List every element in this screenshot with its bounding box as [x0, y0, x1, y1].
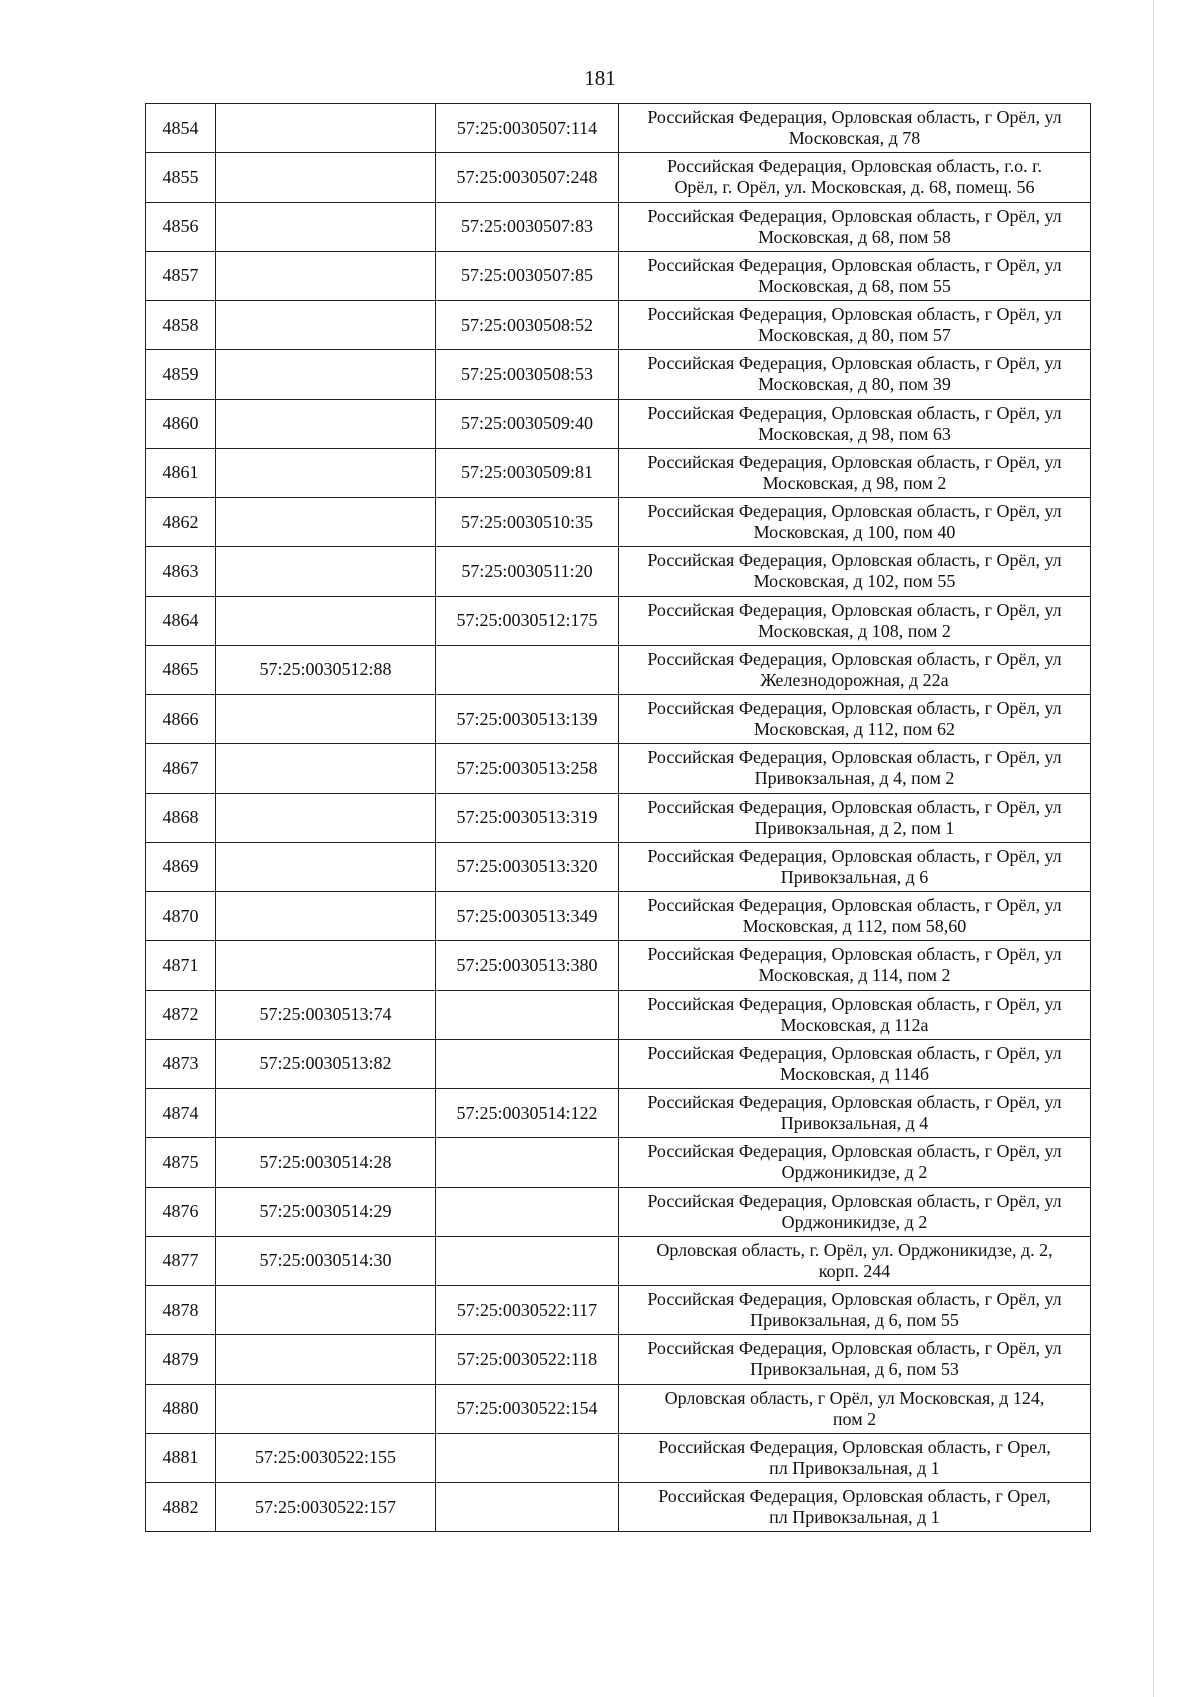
row-number-cell: 4868 [146, 793, 216, 842]
address-cell [619, 251, 1091, 300]
address-line-2: Московская, д 68, пом 58 [758, 226, 951, 247]
page-number: 181 [584, 66, 616, 90]
land-cadastral-cell [216, 301, 436, 350]
building-cadastral-cell: 57:25:0030513:319 [436, 793, 619, 842]
land-cadastral-cell [216, 1089, 436, 1138]
address-line-1: Российская Федерация, Орловская область, г Орёл, ул [647, 501, 1062, 522]
land-cadastral-cell [216, 498, 436, 547]
address-line-2: Привокзальная, д 4 [780, 1113, 929, 1134]
row-number-cell: 4854 [146, 104, 216, 153]
table-row [146, 1187, 1091, 1236]
row-number-cell: 4862 [146, 498, 216, 547]
row-number-cell: 4878 [146, 1286, 216, 1335]
table-row [146, 350, 1091, 399]
row-number-cell: 4858 [146, 301, 216, 350]
building-cadastral-cell: 57:25:0030512:175 [436, 596, 619, 645]
building-cadastral-cell: 57:25:0030513:139 [436, 695, 619, 744]
row-number-cell: 4869 [146, 842, 216, 891]
row-number-cell: 4876 [146, 1187, 216, 1236]
building-cadastral-cell: 57:25:0030508:52 [436, 301, 619, 350]
building-cadastral-cell: 57:25:0030509:40 [436, 399, 619, 448]
row-number-cell: 4872 [146, 990, 216, 1039]
address-line-1: Российская Федерация, Орловская область, г Орёл, ул [647, 845, 1062, 866]
address-line-2: пл Привокзальная, д 1 [769, 1457, 940, 1478]
row-number-cell: 4874 [146, 1089, 216, 1138]
address-line-2: Московская, д 112, пом 62 [753, 719, 956, 740]
address-line-1: Российская Федерация, Орловская область, г Орёл, ул [647, 895, 1062, 916]
building-cadastral-cell [436, 1187, 619, 1236]
table-row [146, 1138, 1091, 1187]
address-cell [619, 1335, 1091, 1384]
address-line-2: Московская, д 114б [779, 1063, 930, 1084]
address-cell [619, 1286, 1091, 1335]
address-cell [619, 941, 1091, 990]
row-number-cell: 4871 [146, 941, 216, 990]
address-line-2: Московская, д 78 [788, 128, 921, 149]
address-cell [619, 448, 1091, 497]
row-number-cell: 4863 [146, 547, 216, 596]
table-row [146, 251, 1091, 300]
building-cadastral-cell: 57:25:0030507:114 [436, 104, 619, 153]
registry-table [145, 103, 1091, 1532]
address-cell [619, 498, 1091, 547]
table-row [146, 990, 1091, 1039]
building-cadastral-cell: 57:25:0030509:81 [436, 448, 619, 497]
land-cadastral-cell: 57:25:0030522:155 [216, 1433, 436, 1482]
land-cadastral-cell [216, 892, 436, 941]
land-cadastral-cell [216, 547, 436, 596]
land-cadastral-cell [216, 153, 436, 202]
row-number-cell: 4870 [146, 892, 216, 941]
building-cadastral-cell: 57:25:0030507:248 [436, 153, 619, 202]
address-cell [619, 1089, 1091, 1138]
land-cadastral-cell [216, 1335, 436, 1384]
registry-table-body [146, 104, 1091, 1532]
building-cadastral-cell: 57:25:0030514:122 [436, 1089, 619, 1138]
table-row [146, 448, 1091, 497]
building-cadastral-cell: 57:25:0030513:320 [436, 842, 619, 891]
address-cell [619, 793, 1091, 842]
land-cadastral-cell: 57:25:0030522:157 [216, 1483, 436, 1532]
address-cell [619, 350, 1091, 399]
building-cadastral-cell: 57:25:0030508:53 [436, 350, 619, 399]
row-number-cell: 4860 [146, 399, 216, 448]
address-line-1: Российская Федерация, Орловская область, г Орёл, ул [647, 747, 1062, 768]
land-cadastral-cell: 57:25:0030513:74 [216, 990, 436, 1039]
table-row [146, 202, 1091, 251]
address-cell [619, 1138, 1091, 1187]
address-cell [619, 399, 1091, 448]
table-row [146, 1286, 1091, 1335]
table-row [146, 1039, 1091, 1088]
address-cell [619, 104, 1091, 153]
land-cadastral-cell [216, 1384, 436, 1433]
address-cell [619, 744, 1091, 793]
address-line-1: Российская Федерация, Орловская область, г Орёл, ул [647, 353, 1062, 374]
address-line-1: Российская Федерация, Орловская область, г Орёл, ул [647, 1338, 1062, 1359]
address-cell [619, 892, 1091, 941]
address-line-1: Российская Федерация, Орловская область, г Орел, [658, 1486, 1051, 1507]
address-line-2: Привокзальная, д 2, пом 1 [754, 817, 955, 838]
address-cell [619, 1187, 1091, 1236]
table-row [146, 695, 1091, 744]
address-line-1: Российская Федерация, Орловская область, г Орёл, ул [647, 698, 1062, 719]
address-line-2: Орджоникидзе, д 2 [781, 1211, 928, 1232]
table-row [146, 744, 1091, 793]
address-cell [619, 202, 1091, 251]
land-cadastral-cell [216, 1286, 436, 1335]
address-line-1: Российская Федерация, Орловская область, г Орёл, ул [647, 599, 1062, 620]
row-number-cell: 4856 [146, 202, 216, 251]
table-row [146, 892, 1091, 941]
address-line-2: Орёл, г. Орёл, ул. Московская, д. 68, помещ. 56 [674, 177, 1035, 198]
address-cell [619, 301, 1091, 350]
table-row [146, 1236, 1091, 1285]
address-line-1: Российская Федерация, Орловская область, г Орёл, ул [647, 451, 1062, 472]
address-line-2: Московская, д 112, пом 58,60 [742, 916, 967, 937]
row-number-cell: 4880 [146, 1384, 216, 1433]
row-number-cell: 4866 [146, 695, 216, 744]
address-cell [619, 1039, 1091, 1088]
address-line-2: Московская, д 80, пом 39 [758, 374, 951, 395]
address-cell [619, 990, 1091, 1039]
table-row [146, 793, 1091, 842]
row-number-cell: 4879 [146, 1335, 216, 1384]
address-line-1: Российская Федерация, Орловская область, г Орел, [658, 1436, 1051, 1457]
address-line-1: Российская Федерация, Орловская область, г Орёл, ул [647, 944, 1062, 965]
address-cell [619, 1236, 1091, 1285]
building-cadastral-cell [436, 1433, 619, 1482]
address-line-1: Российская Федерация, Орловская область, г Орёл, ул [647, 550, 1062, 571]
address-line-2: Московская, д 98, пом 63 [758, 423, 951, 444]
building-cadastral-cell: 57:25:0030522:117 [436, 1286, 619, 1335]
table-row [146, 399, 1091, 448]
address-line-1: Российская Федерация, Орловская область, г.о. г. [667, 156, 1042, 177]
table-row [146, 1483, 1091, 1532]
row-number-cell: 4859 [146, 350, 216, 399]
address-cell [619, 1483, 1091, 1532]
building-cadastral-cell: 57:25:0030522:154 [436, 1384, 619, 1433]
land-cadastral-cell [216, 744, 436, 793]
land-cadastral-cell [216, 350, 436, 399]
address-line-2: Московская, д 114, пом 2 [758, 965, 951, 986]
land-cadastral-cell [216, 793, 436, 842]
address-line-1: Российская Федерация, Орловская область, г Орёл, ул [647, 1289, 1062, 1310]
table-row [146, 153, 1091, 202]
address-line-1: Российская Федерация, Орловская область, г Орёл, ул [647, 796, 1062, 817]
row-number-cell: 4881 [146, 1433, 216, 1482]
land-cadastral-cell [216, 251, 436, 300]
row-number-cell: 4855 [146, 153, 216, 202]
address-line-1: Российская Федерация, Орловская область, г Орёл, ул [647, 1042, 1062, 1063]
row-number-cell: 4865 [146, 645, 216, 694]
table-row [146, 596, 1091, 645]
building-cadastral-cell: 57:25:0030513:258 [436, 744, 619, 793]
table-row [146, 104, 1091, 153]
address-line-2: Московская, д 102, пом 55 [753, 571, 956, 592]
address-cell [619, 596, 1091, 645]
building-cadastral-cell [436, 1138, 619, 1187]
building-cadastral-cell [436, 990, 619, 1039]
address-line-1: Российская Федерация, Орловская область, г Орёл, ул [647, 1141, 1062, 1162]
address-line-2: Московская, д 98, пом 2 [762, 472, 947, 493]
address-line-1: Российская Федерация, Орловская область, г Орёл, ул [647, 648, 1062, 669]
address-line-1: Российская Федерация, Орловская область, г Орёл, ул [647, 304, 1062, 325]
table-row [146, 1089, 1091, 1138]
building-cadastral-cell: 57:25:0030507:85 [436, 251, 619, 300]
address-line-2: Привокзальная, д 6, пом 53 [750, 1359, 959, 1380]
row-number-cell: 4877 [146, 1236, 216, 1285]
building-cadastral-cell: 57:25:0030513:349 [436, 892, 619, 941]
address-cell [619, 547, 1091, 596]
address-line-2: Московская, д 80, пом 57 [758, 325, 951, 346]
table-row [146, 1433, 1091, 1482]
land-cadastral-cell [216, 695, 436, 744]
address-line-2: Привокзальная, д 4, пом 2 [754, 768, 955, 789]
land-cadastral-cell [216, 448, 436, 497]
address-cell [619, 1384, 1091, 1433]
address-line-2: пл Привокзальная, д 1 [769, 1507, 940, 1528]
address-cell [619, 842, 1091, 891]
building-cadastral-cell [436, 1483, 619, 1532]
table-row [146, 1335, 1091, 1384]
land-cadastral-cell [216, 842, 436, 891]
building-cadastral-cell [436, 1236, 619, 1285]
address-line-1: Российская Федерация, Орловская область, г Орёл, ул [647, 1092, 1062, 1113]
table-row [146, 547, 1091, 596]
address-line-1: Российская Федерация, Орловская область, г Орёл, ул [647, 1190, 1062, 1211]
row-number-cell: 4873 [146, 1039, 216, 1088]
row-number-cell: 4864 [146, 596, 216, 645]
address-line-1: Российская Федерация, Орловская область, г Орёл, ул [647, 107, 1062, 128]
address-line-1: Российская Федерация, Орловская область, г Орёл, ул [647, 254, 1062, 275]
building-cadastral-cell [436, 645, 619, 694]
land-cadastral-cell [216, 941, 436, 990]
building-cadastral-cell: 57:25:0030511:20 [436, 547, 619, 596]
table-row [146, 1384, 1091, 1433]
page-edge-line [1153, 0, 1154, 1697]
address-line-2: Московская, д 112а [780, 1014, 929, 1035]
address-line-2: Московская, д 68, пом 55 [758, 275, 951, 296]
table-row [146, 301, 1091, 350]
land-cadastral-cell: 57:25:0030514:28 [216, 1138, 436, 1187]
address-cell [619, 645, 1091, 694]
building-cadastral-cell: 57:25:0030507:83 [436, 202, 619, 251]
address-cell [619, 153, 1091, 202]
row-number-cell: 4861 [146, 448, 216, 497]
address-line-1: Российская Федерация, Орловская область, г Орёл, ул [647, 402, 1062, 423]
table-row [146, 645, 1091, 694]
address-line-2: Московская, д 108, пом 2 [758, 620, 951, 641]
land-cadastral-cell [216, 399, 436, 448]
row-number-cell: 4882 [146, 1483, 216, 1532]
table-row [146, 498, 1091, 547]
address-line-2: Привокзальная, д 6, пом 55 [750, 1310, 959, 1331]
address-line-1: Российская Федерация, Орловская область, г Орёл, ул [647, 205, 1062, 226]
building-cadastral-cell: 57:25:0030510:35 [436, 498, 619, 547]
building-cadastral-cell [436, 1039, 619, 1088]
building-cadastral-cell: 57:25:0030522:118 [436, 1335, 619, 1384]
land-cadastral-cell: 57:25:0030513:82 [216, 1039, 436, 1088]
address-line-2: Московская, д 100, пом 40 [753, 522, 956, 543]
address-line-1: Орловская область, г. Орёл, ул. Орджоникидзе, д. 2, [656, 1239, 1053, 1260]
land-cadastral-cell: 57:25:0030514:30 [216, 1236, 436, 1285]
row-number-cell: 4875 [146, 1138, 216, 1187]
row-number-cell: 4867 [146, 744, 216, 793]
address-line-2: Привокзальная, д 6 [780, 866, 929, 887]
address-line-2: Железнодорожная, д 22а [760, 669, 949, 690]
land-cadastral-cell: 57:25:0030514:29 [216, 1187, 436, 1236]
building-cadastral-cell: 57:25:0030513:380 [436, 941, 619, 990]
address-line-2: корп. 244 [818, 1260, 891, 1281]
address-cell [619, 1433, 1091, 1482]
row-number-cell: 4857 [146, 251, 216, 300]
table-row [146, 842, 1091, 891]
address-line-1: Российская Федерация, Орловская область, г Орёл, ул [647, 993, 1062, 1014]
land-cadastral-cell: 57:25:0030512:88 [216, 645, 436, 694]
table-row [146, 941, 1091, 990]
land-cadastral-cell [216, 596, 436, 645]
land-cadastral-cell [216, 104, 436, 153]
address-line-2: Орджоникидзе, д 2 [781, 1162, 928, 1183]
address-cell [619, 695, 1091, 744]
land-cadastral-cell [216, 202, 436, 251]
address-line-1: Орловская область, г Орёл, ул Московская, д 124, [664, 1387, 1045, 1408]
address-line-2: пом 2 [832, 1408, 877, 1429]
